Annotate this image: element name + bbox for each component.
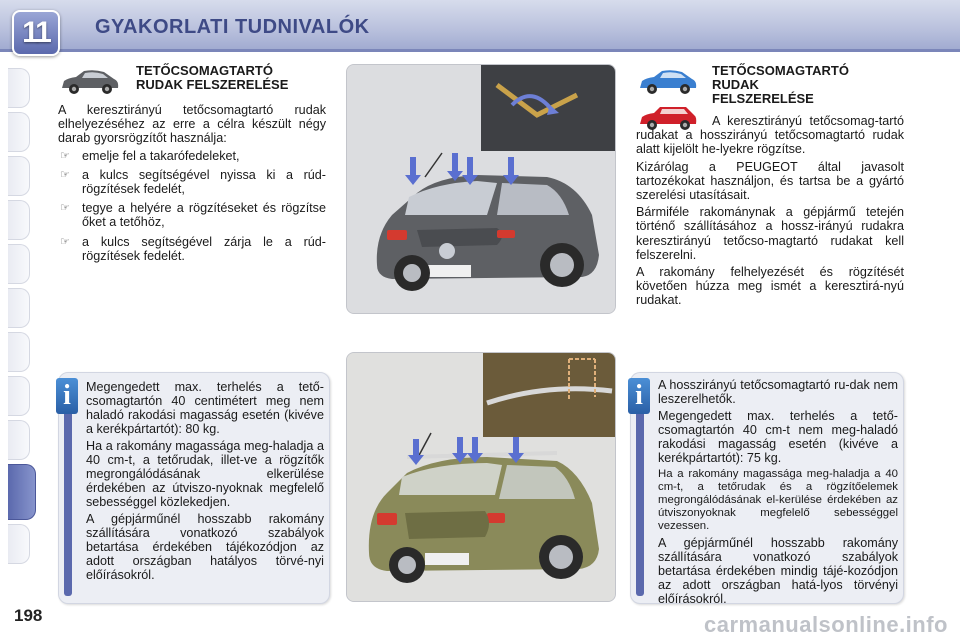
paragraph: Bármiféle rakománynak a gépjármű tetején történő szállításához a hossz-irányú rudakra keresztirányú tetőcso-magtartó rudakat kell felszerelni. (636, 205, 904, 262)
car-hatchback-blue-icon (636, 66, 700, 96)
wagon-roof-illustration (347, 353, 616, 602)
list-item-text: tegye a helyére a rögzítéseket és rögzítse őket a tetőhöz, (82, 201, 326, 230)
info-icon: i (56, 378, 78, 414)
chapter-tab-active[interactable] (8, 464, 36, 520)
left-instructions (58, 103, 326, 268)
heading-line: TETŐCSOMAGTARTÓ (712, 63, 849, 78)
paragraph: Kizárólag a PEUGEOT által javasolt tartozékokat használjon, és tartsa be a gyártó szerelési utasításait. (636, 159, 904, 203)
info-icon: i (628, 378, 650, 414)
list-item (58, 201, 326, 229)
chapter-tab[interactable] (8, 332, 30, 372)
pointing-hand-icon: ☞ (60, 235, 70, 248)
info-stripe (64, 410, 72, 596)
list-item-text: a kulcs segítségével nyissa ki a rúd-rögzítések fedelét, (82, 167, 326, 197)
paragraph: Ha a rakomány magassága meg-haladja a 40 cm-t, a tetőrudak, illet-ve a rögzítők megrongálódásának elkerülése érdekében az útviszo-nyoknak megfelelő sebességgel közlekedjen. (86, 439, 324, 509)
car-hatchback-grey-icon (58, 66, 122, 96)
intro-text: A keresztirányú tetőcsomagtartó rudak elhelyezéséhez az erre a célra készült négy darab gyorsrögzítőt használja: (58, 103, 326, 146)
paragraph: Megengedett max. terhelés a tető-csomagtartón 40 cm-t nem meg-haladó rakodási magasság esetén (kivéve a kerékpártartót): 75 kg. (658, 409, 898, 465)
paragraph: A hosszirányú tetőcsomagtartó ru-dak nem leszerelhetők. (658, 378, 898, 406)
watermark: carmanualsonline.info (704, 612, 948, 637)
chapter-tab[interactable] (8, 244, 30, 284)
info-stripe (636, 410, 644, 596)
section-heading-right (712, 64, 849, 106)
paragraph: Megengedett max. terhelés a tető-csomagtartón 40 centimétert meg nem haladó rakodási magasság esetén (kivéve a kerékpártartót): 80 kg. (86, 380, 324, 436)
illustration-wagon-roof-rails (346, 352, 616, 602)
list-item (58, 149, 326, 163)
chapter-badge (12, 10, 60, 56)
info-text-right (658, 378, 898, 609)
list-item (58, 168, 326, 196)
step-list (58, 149, 326, 263)
chapter-tab[interactable] (8, 376, 30, 416)
pointing-hand-icon: ☞ (60, 168, 70, 181)
list-item-text: emelje fel a takarófedeleket, (82, 148, 240, 163)
chapter-tab[interactable] (8, 200, 30, 240)
illustration-hatchback-roof-mounts (346, 64, 616, 314)
chapter-tab[interactable] (8, 112, 30, 152)
list-item-text: a kulcs segítségével zárja le a rúd-rögzítések fedelét. (82, 234, 326, 263)
heading-line: RUDAK (712, 77, 759, 92)
heading-line: FELSZERELÉSE (712, 91, 814, 106)
paragraph: A keresztirányú tetőcsomag-tartó rudakat a hosszirányú tetőcsomagtartó rudak alatt kijelölt he-lyekre rögzítse. (636, 114, 904, 157)
chapter-tabs (0, 60, 36, 580)
chapter-tab[interactable] (8, 68, 30, 108)
chapter-tab[interactable] (8, 524, 30, 564)
page-number: 198 (14, 606, 43, 625)
heading-line: TETŐCSOMAGTARTÓ (136, 63, 273, 78)
chapter-number: 11 (22, 16, 50, 49)
pointing-hand-icon: ☞ (60, 202, 70, 215)
heading-line: RUDAK FELSZERELÉSE (136, 77, 289, 92)
chapter-tab[interactable] (8, 420, 30, 460)
chapter-tab[interactable] (8, 288, 30, 328)
paragraph: A gépjárműnél hosszabb rakomány szállítására vonatkozó szabályok betartása érdekében tájékozódjon az adott országban hatályos törvé-nyi előírásokról. (86, 512, 324, 582)
paragraph: A gépjárműnél hosszabb rakomány szállítására vonatkozó szabályok betartása érdekében mindig tájé-kozódjon az adott országban hatá-lyos törvényi előírásokról. (658, 536, 898, 606)
hatchback-roof-illustration (347, 65, 616, 314)
paragraph: A rakomány felhelyezését és rögzítését követően húzza meg ismét a keresztirá-nyú rudakat. (636, 265, 904, 308)
list-item (58, 235, 326, 263)
section-heading-left (136, 64, 288, 92)
page-title: GYAKORLATI TUDNIVALÓK (95, 16, 370, 38)
chapter-tab[interactable] (8, 156, 30, 196)
info-text-left (86, 380, 324, 585)
right-instructions (636, 114, 904, 311)
paragraph-small: Ha a rakomány magassága meg-haladja a 40 cm-t, a tetőrudak és a rögzítőelemek megrongálódásának el-kerülése érdekében az útviszonyoknak megfelelő sebességgel vezessen. (658, 468, 898, 532)
pointing-hand-icon: ☞ (60, 149, 70, 162)
